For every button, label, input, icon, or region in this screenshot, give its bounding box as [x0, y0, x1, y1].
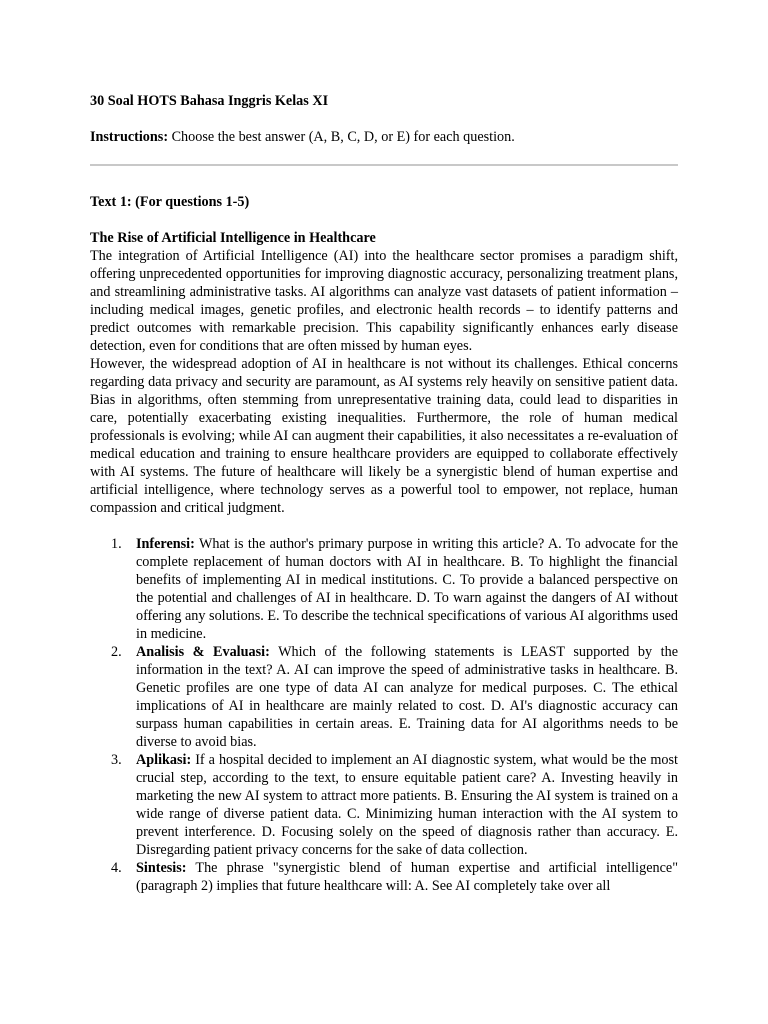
instructions-label: Instructions: — [90, 129, 169, 145]
question-item — [111, 643, 678, 751]
question-number: 1. — [111, 536, 122, 552]
question-item — [111, 535, 678, 643]
document-page — [90, 92, 678, 895]
article-title: The Rise of Artificial Intelligence in Healthcare — [90, 230, 376, 246]
question-label: Analisis & Evaluasi: — [136, 644, 270, 660]
question-number: 4. — [111, 860, 122, 876]
question-number: 3. — [111, 752, 122, 768]
question-number: 2. — [111, 644, 122, 660]
question-label: Sintesis: — [136, 860, 187, 876]
question-item — [111, 859, 678, 895]
horizontal-divider — [90, 164, 678, 166]
instructions-text: Choose the best answer (A, B, C, D, or E) for each question. — [168, 129, 515, 145]
question-item — [111, 751, 678, 859]
question-text: Which of the following statements is LEAST supported by the information in the text? A. AI can improve the speed of administrative tasks in healthcare. B. Genetic profiles are one type of data AI can analyze for medical purposes. C. The ethical implications of AI in healthcare are mainly related to cost. D. AI's diagnostic accuracy can surpass human capabilities in certain areas. E. Training data for AI algorithms needs to be diverse to avoid bias. — [136, 644, 678, 750]
question-list — [90, 535, 678, 895]
text1-heading: Text 1: (For questions 1-5) — [90, 194, 250, 210]
question-label: Aplikasi: — [136, 752, 192, 768]
document-title: 30 Soal HOTS Bahasa Inggris Kelas XI — [90, 93, 329, 109]
question-text: What is the author's primary purpose in writing this article? A. To advocate for the complete replacement of human doctors with AI in healthcare. B. To highlight the financial benefits of implementing AI in medical institutions. C. To provide a balanced perspective on the potential and challenges of AI in healthcare. D. To warn against the dangers of AI without offering any solutions. E. To describe the technical specifications of various AI algorithms used in medicine. — [136, 536, 678, 642]
instructions — [90, 128, 678, 146]
question-label: Inferensi: — [136, 536, 195, 552]
question-text: The phrase "synergistic blend of human expertise and artificial intelligence" (paragraph 2) implies that future healthcare will: A. See AI completely take over all — [136, 860, 678, 894]
question-text: If a hospital decided to implement an AI diagnostic system, what would be the most crucial step, according to the text, to ensure equitable patient care? A. Investing heavily in marketing the new AI system to attract more patients. B. Ensuring the AI system is trained on a wide range of diverse patient data. C. Minimizing human interaction with the AI system to prevent interference. D. Focusing solely on the speed of diagnosis rather than accuracy. E. Disregarding patient privacy concerns for the sake of data collection. — [136, 752, 678, 858]
article-paragraph-1: The integration of Artificial Intelligence (AI) into the healthcare sector promises a paradigm shift, offering unprecedented opportunities for improving diagnostic accuracy, personalizing treatment plans, and streamlining administrative tasks. AI algorithms can analyze vast datasets of patient information – including medical images, genetic profiles, and electronic health records – to identify patterns and predict outcomes with remarkable precision. This capability significantly enhances early disease detection, even for conditions that are often missed by human eyes. — [90, 248, 678, 354]
article-paragraph-2: However, the widespread adoption of AI in healthcare is not without its challenges. Ethical concerns regarding data privacy and security are paramount, as AI systems rely heavily on sensitive patient data. Bias in algorithms, often stemming from unrepresentative training data, could lead to disparities in care, potentially exacerbating existing inequalities. Furthermore, the role of human medical professionals is evolving; while AI can augment their capabilities, it also necessitates a re-evaluation of medical education and training to ensure healthcare providers are equipped to collaborate effectively with AI systems. The future of healthcare will likely be a synergistic blend of human expertise and artificial intelligence, where technology serves as a powerful tool to empower, not replace, human compassion and critical judgment. — [90, 356, 678, 516]
